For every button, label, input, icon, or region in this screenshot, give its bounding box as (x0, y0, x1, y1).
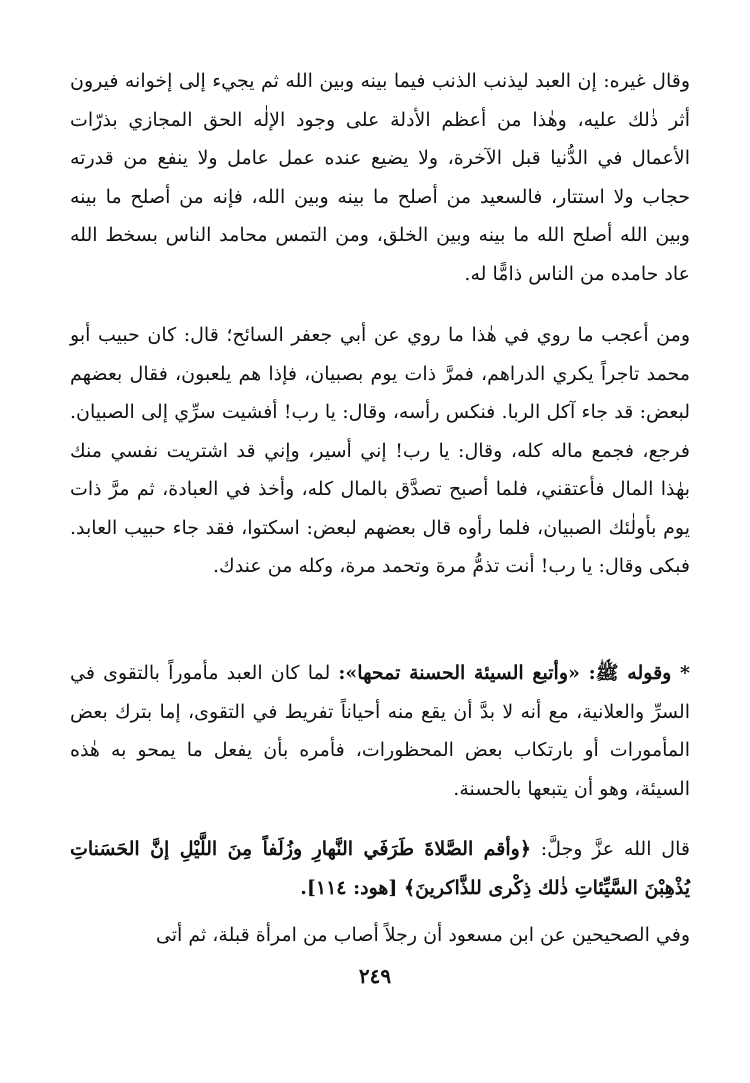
paragraph-3-text: لما كان العبد مأموراً بالتقوى في السرِّ والعلانية، مع أنه لا بدَّ أن يقع منه أحياناً تفريط في التقوى، إما بترك بعض المأمورات أو بارتكاب بعض المحظورات، فأمره بأن يفعل ما يمحو به هٰذه السيئة، وهو أن يتبعها بالحسنة. (70, 662, 690, 800)
hadith-heading: * وقوله ﷺ: «وأتبع السيئة الحسنة تمحها»: (338, 662, 690, 684)
paragraph-4 (70, 830, 690, 907)
paragraph-2-text: ومن أعجب ما روي في هٰذا ما روي عن أبي جعفر السائح؛ قال: كان حبيب أبو محمد تاجراً يكري الدراهم، فمرَّ ذات يوم بصبيان، فإذا هم يلعبون، فقال بعضهم لبعض: قد جاء آكل الربا. فنكس رأسه، وقال: يا رب! أفشيت سرِّي إلى الصبيان. فرجع، فجمع ماله كله، وقال: يا رب! إني أسير، وإني قد اشتريت نفسي منك بهٰذا المال فأعتقني، فلما أصبح تصدَّق بالمال كله، وأخذ في العبادة، ثم مرَّ ذات يوم بأولٰئك الصبيان، فلما رأوه قال بعضهم لبعض: اسكتوا، فقد جاء حبيب العابد. فبكى وقال: يا رب! أنت تذمُّ مرة وتحمد مرة، وكله من عندك. (70, 324, 690, 577)
quran-verse: ﴿وأقم الصَّلاةَ طَرَفَي النَّهارِ وزُلَفاً مِنَ اللَّيْلِ إنَّ الحَسَناتِ يُذْهِبْنَ السَّيِّئاتِ ذٰلك ذِكْرى للذَّاكرينَ﴾ (70, 838, 690, 899)
paragraph-3 (70, 654, 690, 808)
paragraph-1 (70, 62, 690, 293)
paragraph-5 (70, 916, 690, 955)
paragraph-5-text: وفي الصحيحين عن ابن مسعود أن رجلاً أصاب من امرأة قبلة، ثم أتى (155, 924, 690, 946)
page-number: ٢٤٩ (358, 964, 392, 988)
verse-intro: قال الله عزَّ وجلَّ: (530, 838, 690, 860)
verse-reference: [هود: ١١٤]. (300, 876, 405, 899)
paragraph-1-text: وقال غيره: إن العبد ليذنب الذنب فيما بينه وبين الله ثم يجيء إلى إخوانه فيرون أثر ذٰلك عليه، وهٰذا من أعظم الأدلة على وجود الإلٰه الحق المجازي بذرّات الأعمال في الدُّنيا قبل الآخرة، ولا يضيع عنده عمل عامل ولا ينفع من قدرته حجاب ولا استتار، فالسعيد من أصلح ما بينه وبين الله، فإنه من أصلح ما بينه وبين الله أصلح الله ما بينه وبين الخلق، ومن التمس محامد الناس بسخط الله عاد حامده من الناس ذامًّا له. (70, 70, 690, 285)
paragraph-2 (70, 316, 690, 586)
